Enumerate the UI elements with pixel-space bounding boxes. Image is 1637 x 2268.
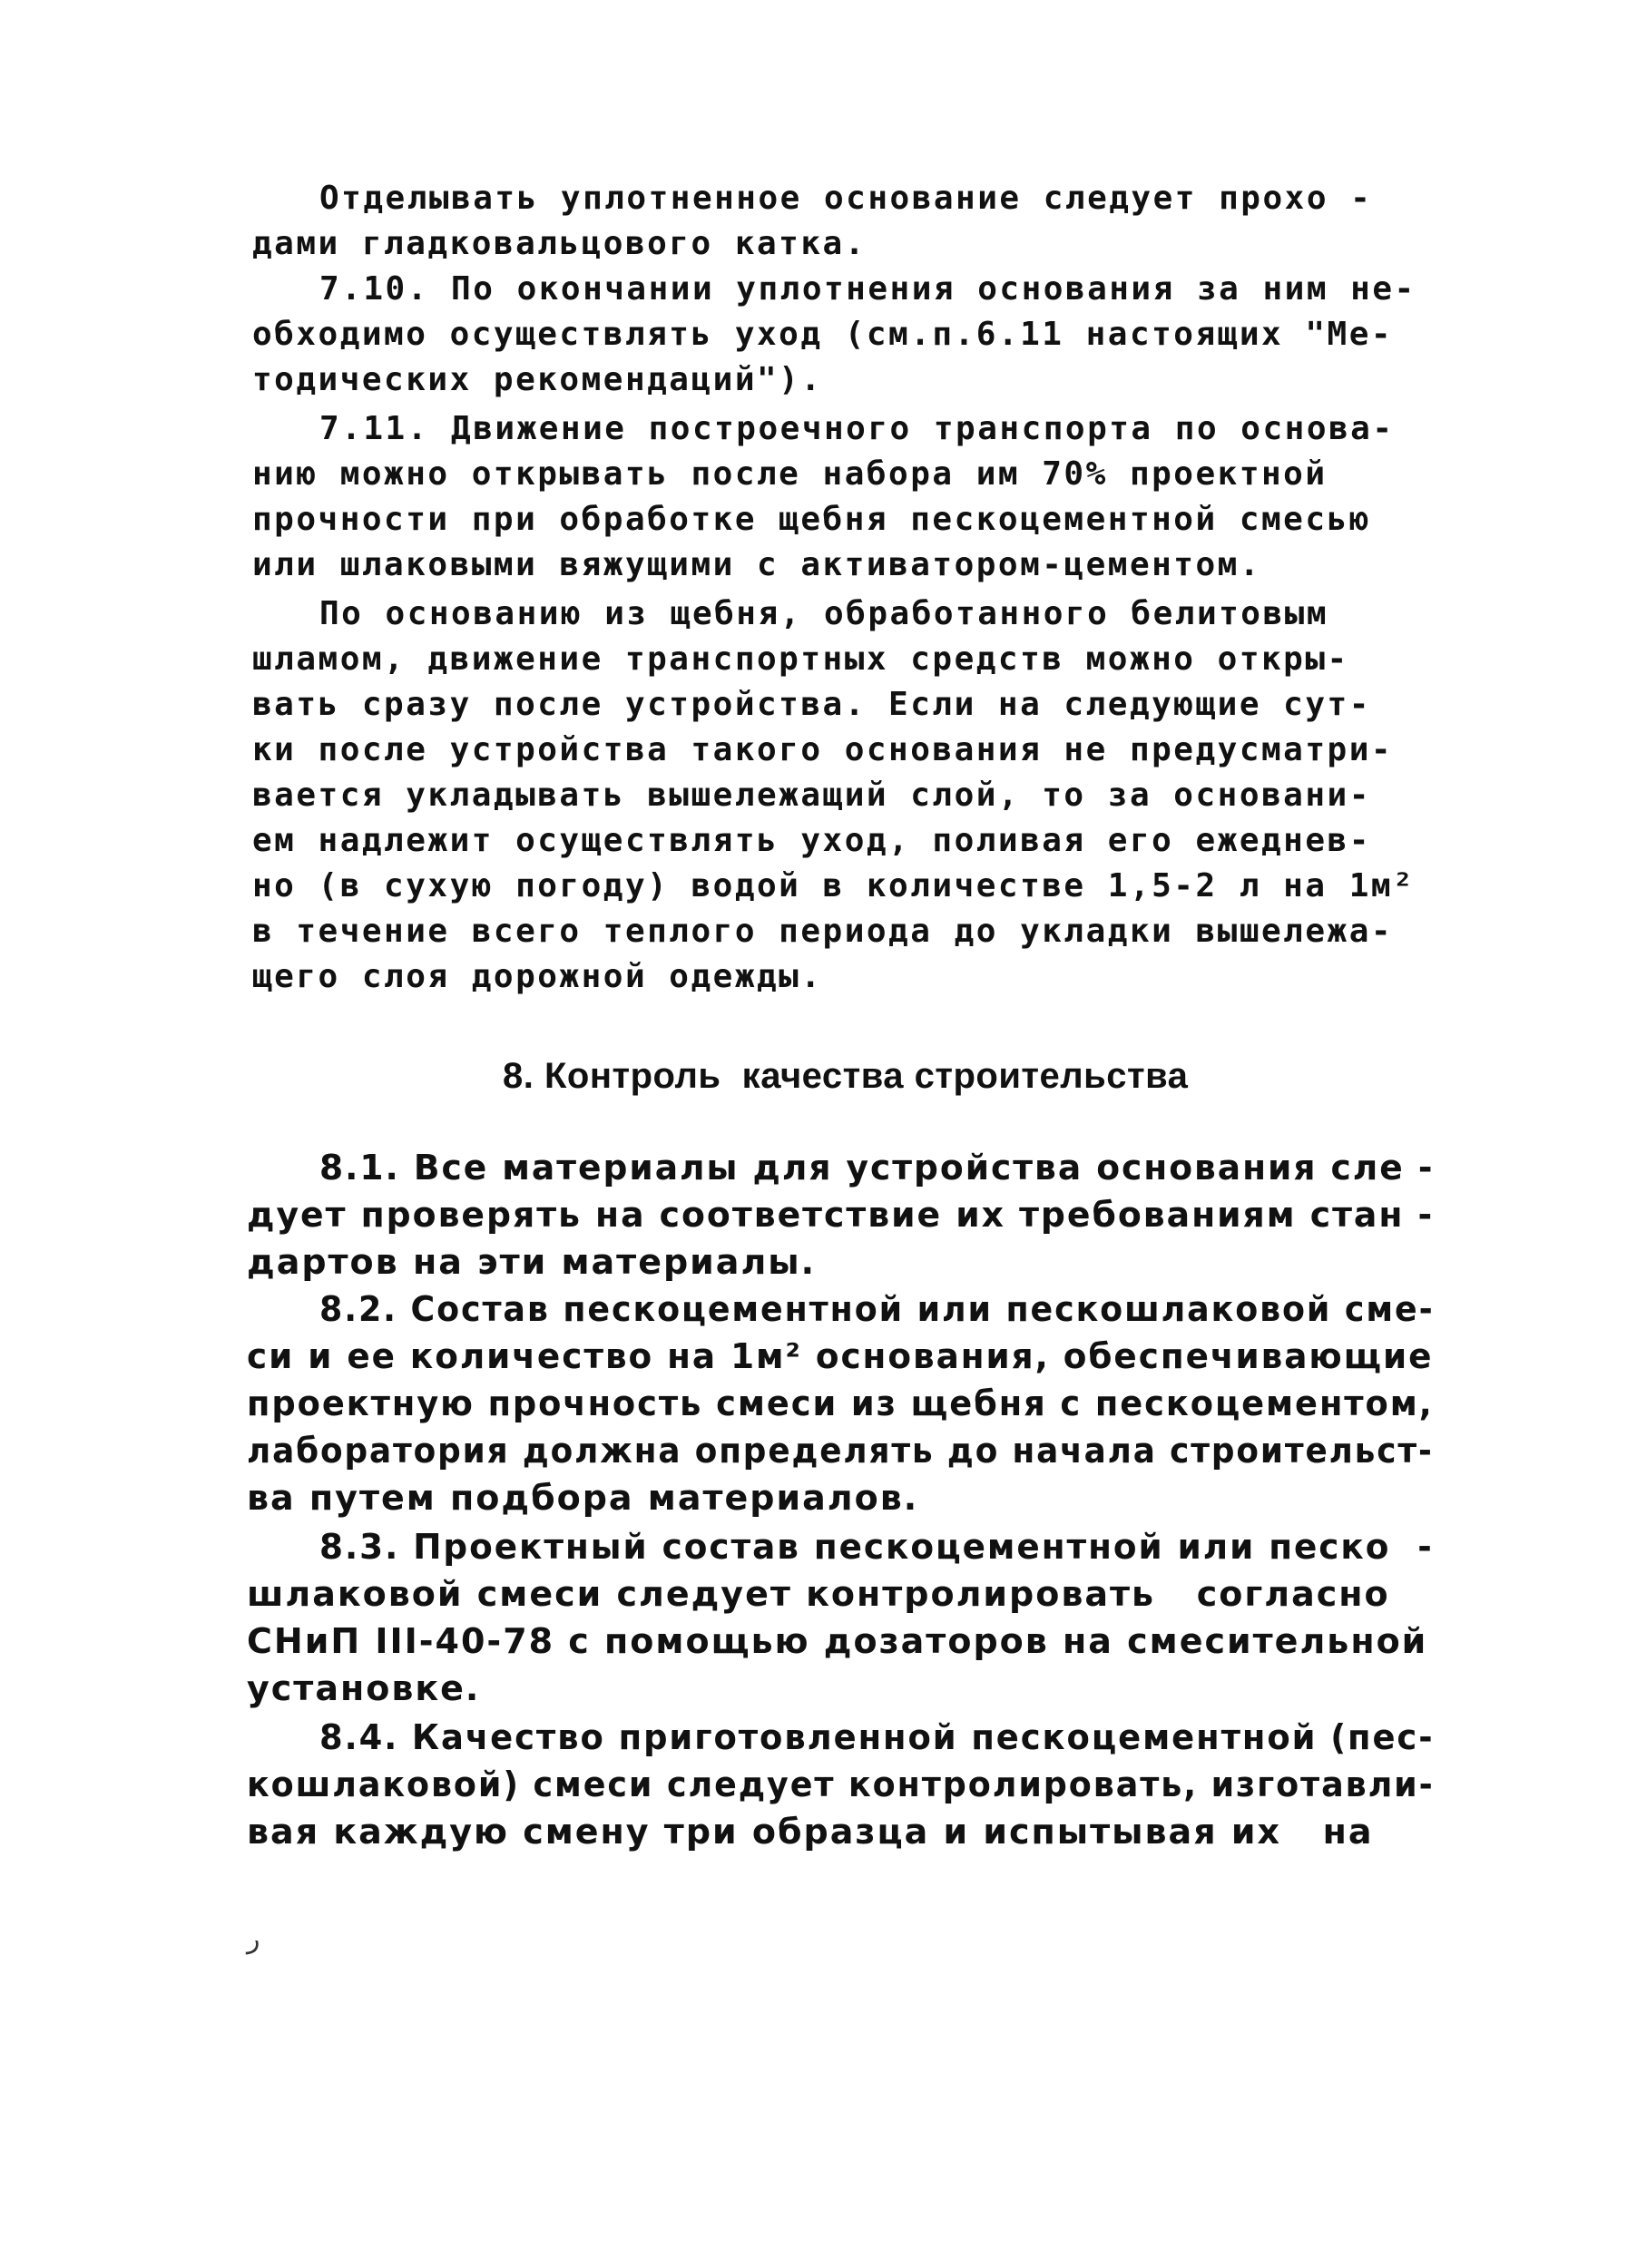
section-8-heading: 8. Контроль качества строительства — [503, 1056, 1189, 1096]
text-line: шлаковой смеси следует контролировать согласно — [247, 1574, 1390, 1614]
text-line: или шлаковыми вяжущими с активатором-цементом. — [252, 546, 1261, 583]
text-line: По основанию из щебня, обработанного белитовым — [319, 595, 1328, 632]
text-line: 8.4. Качество приготовленной пескоцементной (пес- — [319, 1717, 1435, 1757]
text-line: си и ее количество на 1м² основания, обеспечивающие — [247, 1336, 1434, 1376]
text-line: кошлаковой) смеси следует контролировать, изготавли- — [247, 1765, 1435, 1804]
text-line: вается укладывать вышележащий слой, то за основани- — [252, 777, 1371, 814]
text-line: дует проверять на соответствие их требованиям стан - — [247, 1195, 1435, 1235]
text-line: 8.1. Все материалы для устройства основания сле - — [319, 1148, 1435, 1188]
text-line: проектную прочность смеси из щебня с пескоцементом, — [247, 1383, 1434, 1423]
text-line: тодических рекомендаций"). — [252, 361, 823, 398]
text-line: вая каждую смену три образца и испытывая их на — [247, 1812, 1374, 1852]
text-line: лаборатория должна определять до начала строительст- — [247, 1431, 1434, 1471]
text-line: но (в сухую погоду) водой в количестве 1,5-2 л на 1м² — [252, 867, 1416, 904]
text-line: в течение всего теплого периода до укладки вышележа- — [252, 913, 1394, 950]
text-line: ки после устройства такого основания не предусматри- — [252, 731, 1394, 768]
text-line: 8.2. Состав пескоцементной или пескошлаковой сме- — [319, 1289, 1435, 1329]
text-line: шламом, движение транспортных средств можно откры- — [252, 640, 1349, 678]
text-line: 7.10. По окончании уплотнения основания за ним не- — [319, 270, 1416, 308]
text-line: обходимо осуществлять уход (см.п.6.11 настоящих "Ме- — [252, 316, 1394, 353]
text-line: установке. — [247, 1668, 481, 1708]
text-line: вать сразу после устройства. Если на следующие сут- — [252, 686, 1371, 723]
text-line: СНиП III-40-78 с помощью дозаторов на смесительной — [247, 1621, 1428, 1661]
text-line: дартов на эти материалы. — [247, 1242, 817, 1282]
text-line: Отделывать уплотненное основание следует прохо - — [319, 180, 1373, 217]
text-line: ем надлежит осуществлять уход, поливая его ежеднев- — [252, 822, 1371, 859]
text-line: прочности при обработке щебня пескоцементной смесью — [252, 501, 1371, 538]
text-line: дами гладковальцового катка. — [252, 225, 867, 262]
page-mark: ر — [247, 1923, 260, 1955]
text-line: 7.11. Движение построечного транспорта по основа- — [319, 410, 1395, 447]
text-line: щего слоя дорожной одежды. — [252, 958, 823, 995]
text-line: нию можно открывать после набора им 70% проектной — [252, 455, 1328, 493]
text-line: ва путем подбора материалов. — [247, 1478, 919, 1518]
text-line: 8.3. Проектный состав пескоцементной или песко - — [319, 1527, 1434, 1567]
